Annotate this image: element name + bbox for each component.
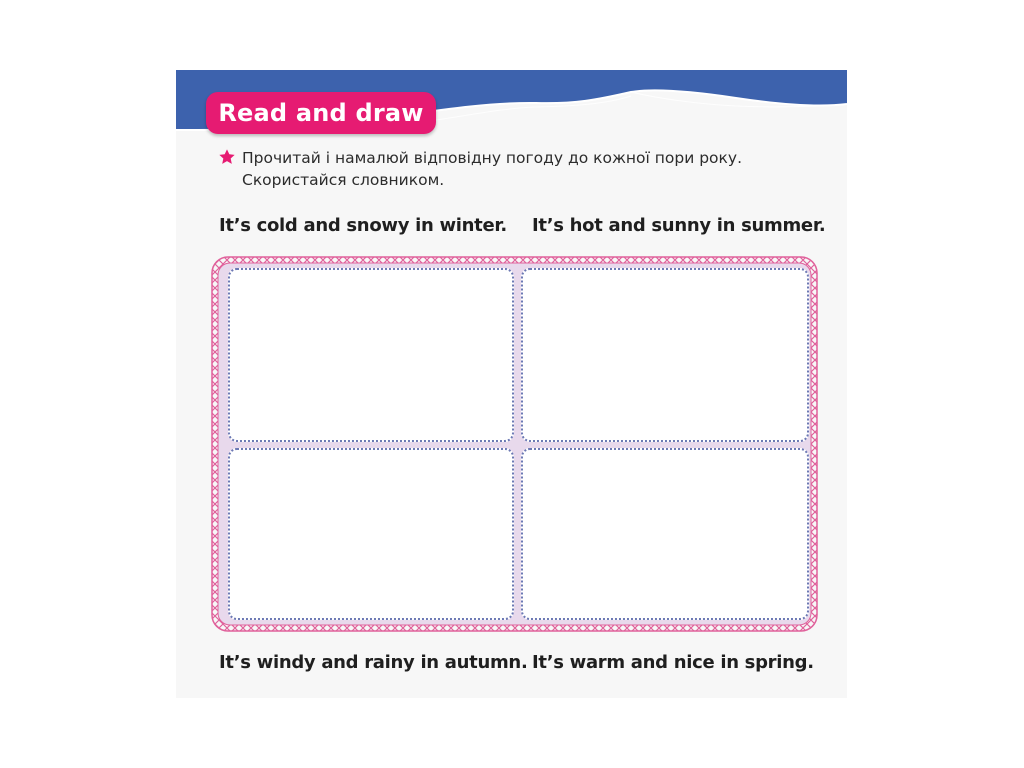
- section-title-badge: [206, 92, 436, 134]
- drawing-frame: [211, 256, 818, 632]
- workbook-page: [176, 70, 847, 698]
- star-icon: [218, 148, 236, 166]
- caption-autumn: It’s windy and rainy in autumn.: [219, 652, 528, 673]
- instruction-line-2: Скористайся словником.: [242, 171, 445, 189]
- caption-spring: It’s warm and nice in spring.: [532, 652, 814, 673]
- instruction-line-1: Прочитай і намалюй відповідну погоду до кожної пори року.: [242, 149, 743, 167]
- drawing-box-winter[interactable]: [228, 268, 514, 442]
- drawing-box-summer[interactable]: [521, 268, 809, 442]
- caption-summer: It’s hot and sunny in summer.: [532, 215, 826, 236]
- drawing-box-spring[interactable]: [521, 448, 809, 620]
- section-title: Read and draw: [218, 99, 424, 127]
- caption-winter: It’s cold and snowy in winter.: [219, 215, 507, 236]
- drawing-box-autumn[interactable]: [228, 448, 514, 620]
